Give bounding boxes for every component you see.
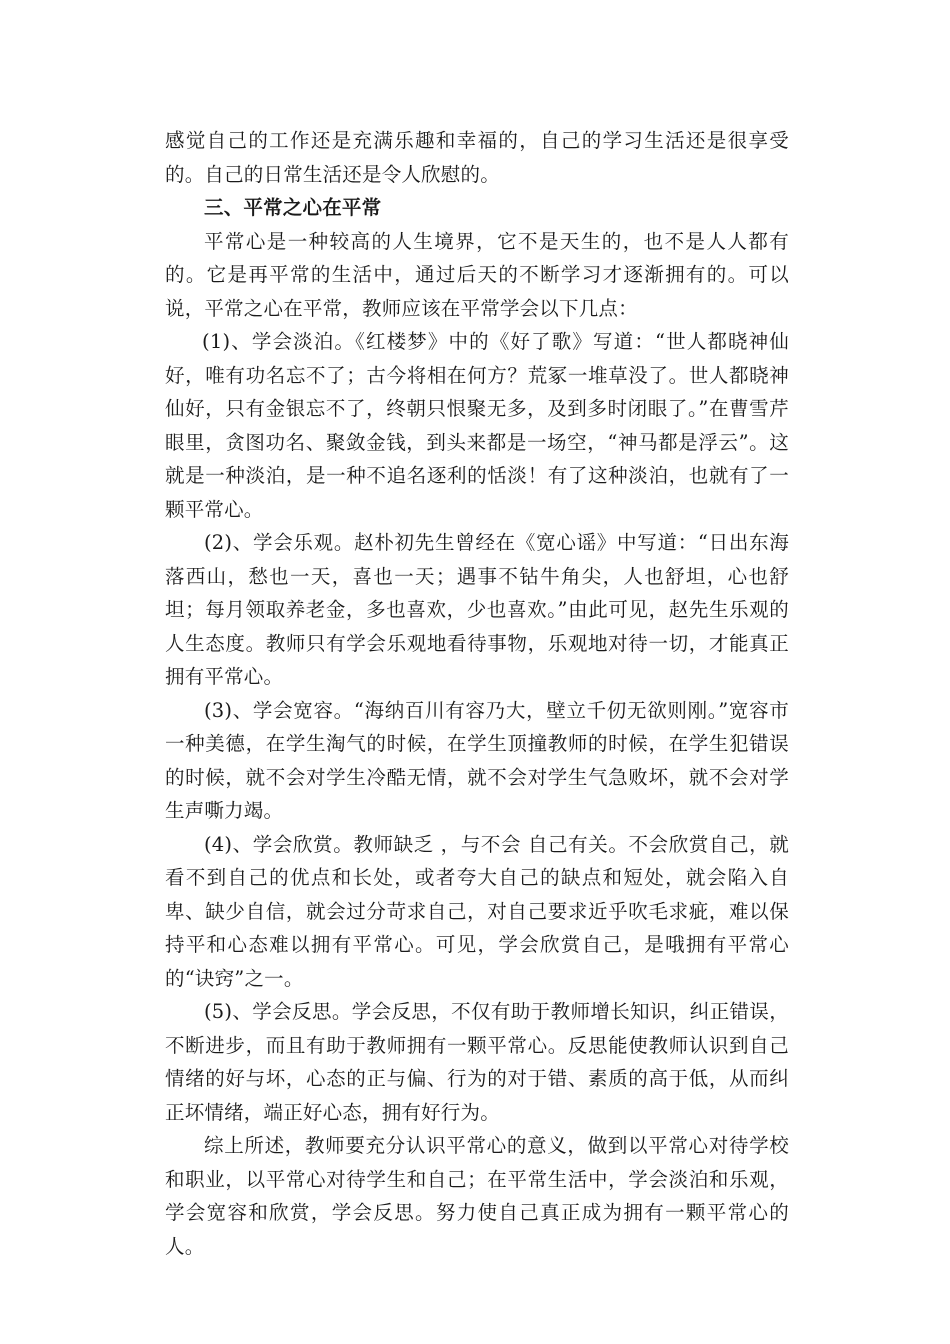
section-heading: 三、平常之心在平常 — [204, 196, 382, 219]
paragraph-item-5: (5)、学会反思。学会反思，不仅有助于教师增长知识，纠正错误，不断进步，而且有助于教师拥有一颗平常心。反思能使教师认识到自己情绪的好与坏，心态的正与偏、行为的对于错、素质的高于低，从而纠正坏情绪，端正好心态，拥有好行为。 — [165, 1000, 789, 1124]
paragraph-item-3: (3)、学会宽容。“海纳百川有容乃大，壁立千仞无欲则刚。”宽容市一种美德，在学生淘气的时候，在学生顶撞教师的时候，在学生犯错误的时候，就不会对学生冷酷无情，就不会对学生气急败坏，就不会对学生声嘶力竭。 — [165, 698, 789, 822]
document-body — [165, 124, 789, 1263]
paragraph-conclusion: 综上所述，教师要充分认识平常心的意义，做到以平常心对待学校和职业，以平常心对待学生和自己；在平常生活中，学会淡泊和乐观，学会宽容和欣赏，学会反思。努力使自己真正成为拥有一颗平常心的人。 — [165, 1134, 789, 1258]
paragraph-item-4: (4)、学会欣赏。教师缺乏 ，与不会 自己有关。不会欣赏自己，就看不到自己的优点和长处，或者夸大自己的缺点和短处，就会陷入自卑、缺少自信，就会过分苛求自己，对自己要求近乎吹毛求疵，难以保持平和心态难以拥有平常心。可见，学会欣赏自己，是哦拥有平常心的“诀窍”之一。 — [165, 832, 789, 990]
paragraph-intro: 平常心是一种较高的人生境界，它不是天生的，也不是人人都有的。它是再平常的生活中，通过后天的不断学习才逐渐拥有的。可以说，平常之心在平常，教师应该在平常学会以下几点： — [165, 229, 789, 320]
paragraph-item-2: (2)、学会乐观。赵朴初先生曾经在《宽心谣》中写道：“日出东海落西山，愁也一天，喜也一天；遇事不钻牛角尖，人也舒坦，心也舒坦；每月领取养老金，多也喜欢，少也喜欢。”由此可见，赵先生乐观的人生态度。教师只有学会乐观地看待事物，乐观地对待一切，才能真正拥有平常心。 — [165, 531, 789, 688]
paragraph-item-1: (1)、学会淡泊。《红楼梦》中的《好了歌》写道：“世人都晓神仙好，唯有功名忘不了；古今将相在何方？荒冢一堆草没了。世人都晓神仙好，只有金银忘不了，终朝只恨聚无多，及到多时闭眼了。”在曹雪芹眼里，贪图功名、聚敛金钱，到头来都是一场空，“神马都是浮云”。这就是一种淡泊，是一种不追名逐利的恬淡！有了这种淡泊，也就有了一颗平常心。 — [165, 330, 789, 521]
paragraph-continuation: 感觉自己的工作还是充满乐趣和幸福的，自己的学习生活还是很享受的。自己的日常生活还是令人欣慰的。 — [165, 129, 789, 186]
